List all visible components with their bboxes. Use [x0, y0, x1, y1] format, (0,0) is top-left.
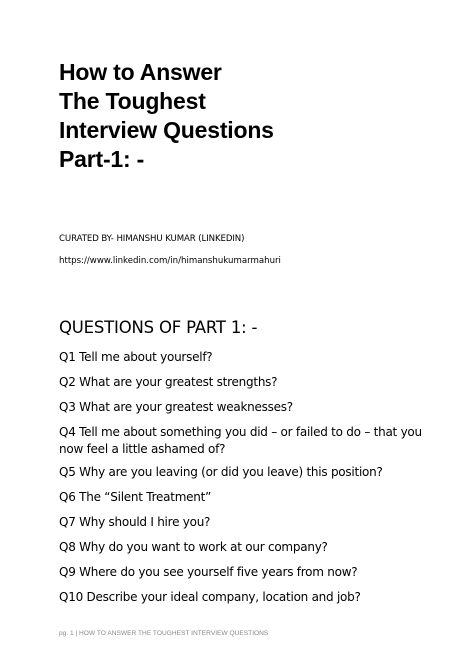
question-item: Q10 Describe your ideal company, location and job? — [59, 590, 361, 604]
title-line: How to Answer — [59, 59, 222, 85]
document-title — [59, 58, 274, 174]
question-item: Q3 What are your greatest weaknesses? — [59, 400, 293, 414]
question-item: Q9 Where do you see yourself five years from now? — [59, 565, 358, 579]
question-item: Q2 What are your greatest strengths? — [59, 375, 278, 389]
question-item: Q4 Tell me about something you did – or failed to do – that you now feel a little ashamed of? — [59, 425, 422, 456]
question-item: Q5 Why are you leaving (or did you leave) this position? — [59, 465, 383, 479]
linkedin-url[interactable]: https://www.linkedin.com/in/himanshukumarmahuri — [59, 256, 281, 266]
question-item: Q6 The “Silent Treatment” — [59, 490, 212, 504]
title-line: Interview Questions — [59, 117, 274, 143]
question-item: Q8 Why do you want to work at our company? — [59, 540, 328, 554]
question-item: Q1 Tell me about yourself? — [59, 350, 213, 364]
title-line: The Toughest — [59, 88, 206, 114]
question-list — [59, 349, 439, 614]
page-footer: pg. 1 | HOW TO ANSWER THE TOUGHEST INTERVIEW QUESTIONS — [59, 630, 269, 637]
curated-by-text: CURATED BY- HIMANSHU KUMAR (LINKEDIN) — [59, 234, 245, 244]
question-item: Q7 Why should I hire you? — [59, 515, 211, 529]
title-line: Part-1: - — [59, 146, 145, 172]
section-heading: QUESTIONS OF PART 1: - — [59, 318, 258, 337]
